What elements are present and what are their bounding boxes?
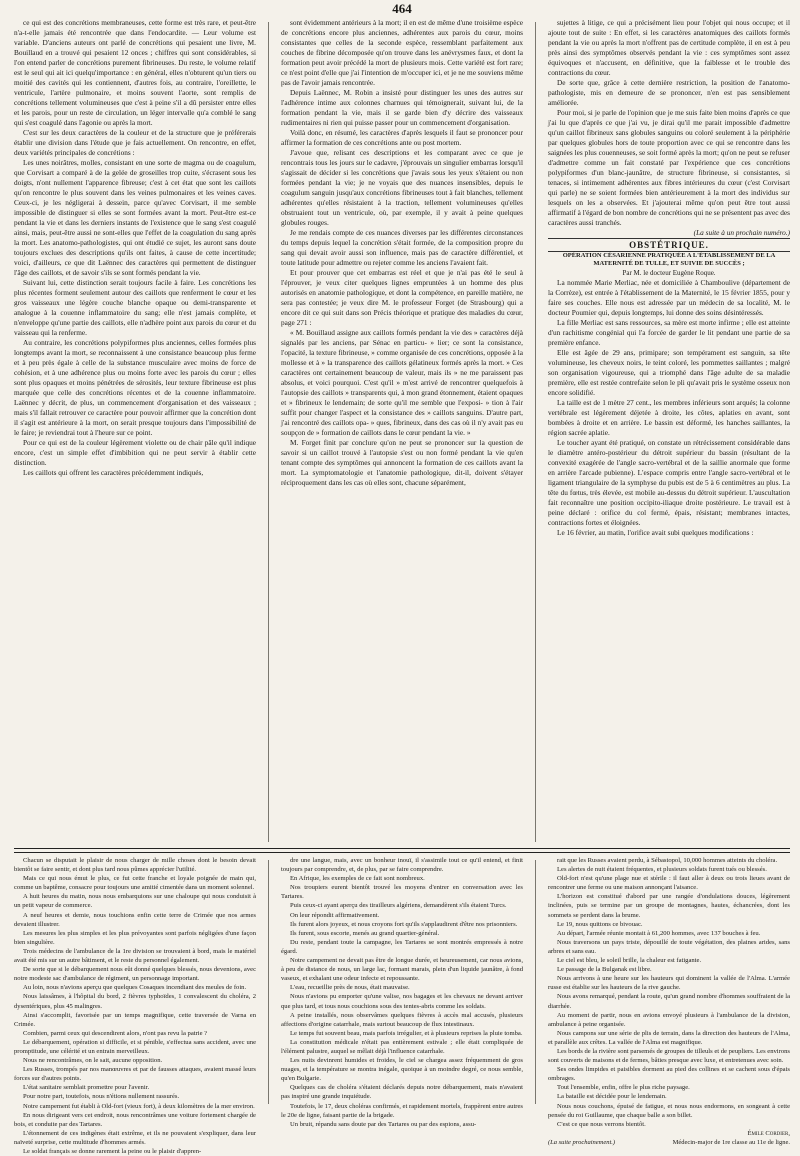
paragraph: Et pour prouver que cet embarras est réel et que je n'ai pas été le seul à l'éprouver, je veux citer quelques lignes empruntées à un homme des plus autorisés en anatomie pathologique, et dont la compétence, en pareille matière, ne sera pas contestée; je veux dire M. le professeur Forget (de Strasbourg) qui a encore dit ce qui suit dans son Précis théorique et pratique des maladies du cœur, page 271 : [281,268,523,327]
paragraph: Le 19, nous quittons ce bivouac. [557,920,643,928]
paragraph: ce qui est des concrétions membraneuses, cette forme est très rare, et peut-être n'a-t-elle jamais été rencontrée que dans l'endocardite. — Leur volume est variable. D'anciens auteurs ont parlé de concrétions qui pesaient une livre, M. Bouillaud en a trouvé qui pesaient 12 onces ; chiffres qui sont considérables, si l'on entend parler de concrétions purement fibrineuses. Du reste, le volume relatif est le seul qui ait ici quelqu'importance : en général, elles n'obturent qu'un tiers ou moitié des cavités qui les contiennent, d'autres fois, au contraire, l'oreillette, le ventricule, l'artère pulmonaire, et moins souvent l'aorte, sont remplis de concrétions tellement volumineuses que c'est à peine s'il a dû persister entre elles et les parois, pour un reste de circulation, un léger intervalle qu'a comblé le sang qui s'est coagulé dans l'agonie ou après la mort. [14,18,256,127]
paragraph: Les alertes de nuit étaient fréquentes, et plusieurs soldats furent tués ou blessés. [557,866,767,874]
paragraph: M. Forget finit par conclure qu'on ne peut se prononcer sur la question de savoir si un caillot trouvé à l'autopsie s'est ou non formé pendant la vie qu'en tenant compte des symptômes qui annoncent la formation de ces caillots avant la mort. La symptomatologie et l'anatomie pathologique, dit-il, doivent s'étayer réciproquement dans les cas où elles sont, chacune séparément, [281,438,523,487]
paragraph: Le soldat français se donne rarement la peine ou le plaisir d'appren- [23,1148,202,1155]
upper-column-2 [281,18,523,846]
paragraph: Puis ceux-ci ayant aperçu des tirailleurs algériens, demandèrent s'ils étaient Turcs. [290,902,507,910]
paragraph: Pour moi, si je parle de l'opinion que je me suis faite bien moins d'après ce que j'ai lu que d'après ce que j'ai vu, je dirai qu'il me parait impossible d'admettre qu'un caillot fibrineux sans globules sanguins ou coloré seulement à la périphérie par quelques globules hors de toute proportion avec ce qui se rencontre dans les saignées les plus couenneuses, se soit formé après la mort; qu'on ne peut se refuser d'admettre comme un fait constaté par l'expérience que ces concrétions polypiformes d'un blanc-jaunâtre, de structure fibrineuse, si consistantes, si tenaces, si intimement adhérentes aux fibres intérieures du cœur (c'est Corvisart qui parle) ne se soient formées bien antérieurement à la mort des individus sur lesquels on les a observées. Et j'ajouterai même qu'on peut être tout aussi affirmatif à l'égard de bon nombre de concrétions qui ne se présentent pas avec des caractères aussi tranchés. [548,108,790,227]
upper-column-3 [548,18,790,846]
paragraph: L'eau, recueillie près de nous, était mauvaise. [290,984,410,992]
paragraph: Quelques cas de choléra s'étaient déclarés depuis notre débarquement, mais n'avaient pas inspiré une grande inquiétude. [281,1084,523,1101]
column-separator [535,860,536,1104]
lower-article-columns [14,856,790,1155]
paragraph: Notre campement ne devait pas être de longue durée, et heureusement, car nous avions, à peu de distance de nous, un large lac, formant marais, plein d'un liquide jaunâtre, à fond vaseux, et exhalant une odeur infecte et repoussante. [281,957,523,983]
paragraph: La taille est de 1 mètre 27 cent., les membres inférieurs sont arqués; la colonne vertébrale est légèrement déjetée à droite, les côtes, aplaties en avant, sont bombées à droite et en arrière. Le bassin est déformé, les hanches saillantes, la région sacrée aplatie. [548,398,790,437]
paragraph: En Afrique, les exemples de ce fait sont nombreux. [290,875,425,883]
paragraph: La bataille est décidée pour le lendemain. [557,1093,667,1101]
paragraph: C'est sur les deux caractères de la couleur et de la structure que je préférerais établir une division dans l'étude que je fais actuellement. On rencontre, en effet, deux variétés principales de concrétions : [14,128,256,157]
paragraph: De sorte que, grâce à cette dernière restriction, la position de l'anatomo-pathologiste, mis en demeure de se prononcer, n'en est pas sensiblement améliorée. [548,78,790,107]
paragraph: A peine installés, nous observâmes quelques fièvres à accès mal accusés, plusieurs affections d'origine catarrhale, mais surtout beaucoup de flux intestinaux. [281,1011,523,1028]
paragraph: Nous arrivons à une heure sur les hauteurs qui dominent la vallée de l'Alma. L'armée russe est établie sur les hauteurs de la rive gauche. [548,975,790,992]
paragraph: Nous campons sur une série de plis de terrain, dans la direction des hauteurs de l'Alma, et parallèle aux crêtes. La vallée de l'Alma est magnifique. [548,1029,790,1046]
paragraph: La fille Merliac est sans ressources, sa mère est morte infirme ; elle est atteinte d'un rachitisme congénial qui l'a forcée de garder le lit pendant une partie de sa première enfance. [548,318,790,347]
paragraph: Trois médecins de l'ambulance de la 1re division se trouvaient à bord, mais le matériel avait été mis sur un autre bâtiment, et le reste du personnel également. [14,947,256,965]
paragraph: Tout l'ensemble, enfin, offre le plus riche paysage. [557,1084,690,1092]
continued-note: (La suite à un prochain numéro.) [693,228,790,237]
paragraph: Au moment de partir, nous en avions envoyé plusieurs à l'ambulance de la division, ambulance à peine organisée. [548,1011,790,1028]
paragraph: Ils furent alors joyeux, et nous croyons fort qu'ils s'applaudirent d'être nos prisonniers. [290,920,518,928]
paragraph: Nous ne rencontrâmes, on le sait, aucune opposition. [23,1057,163,1065]
paragraph: Nous avons remarqué, pendant la route, qu'un grand nombre d'hommes souffraient de la diarrhée. [548,993,790,1010]
paragraph: Suivant lui, cette distinction serait toujours facile à faire. Les concrétions les plus récentes forment seulement autour des caillots que renferment le cœur et les gros vaisseaux une légère couche blanche opaque ou demi-transparente et analogue à la couenne inflammatoire du sang; elle n'est jamais complète, et n'enveloppe qu'une partie des caillots, elle n'adhère point aux parois du cœur et du vaisseau qui la renferme. [14,278,256,337]
article-byline: Par M. le docteur Eugène Roque. [622,269,716,277]
paragraph: Le toucher ayant été pratiqué, on constate un rétrécissement considérable dans le diamètre antéro-postérieur du détroit supérieur du bassin (résultant de la convexité exagérée de l'angle sacro-vertébral et de la saillie anormale que forme en arrière l'arcade pubienne). L'espace compris entre l'angle sacro-vertébral et le ligament triangulaire de la symphyse du pubis est de 5 à 6 centimètres au plus. La tête du fœtus, très élevée, est mobile au-dessus du détroit supérieur. L'auscultation fait reconnaître une position occipito-iliaque droite postérieure. Le travail est à peine déclaré : orifice du col fermé, épais, résistant; membranes intactes, contractions fortes et éloignées. [548,438,790,527]
continued-later-note: (La suite prochainement.) [548,1138,616,1146]
paragraph: Au contraire, les concrétions polypiformes plus anciennes, celles formées plus longtemps avant la mort, se reconnaissent à une consistance beaucoup plus ferme et à peu près égale à celle de la substance musculaire avec moins de force de cohésion, et à une adhérence plus ou moins forte avec les parois du cœur ; elles sont plus opaques et moins pénétrées de sérosités, leur texture fibrineuse est plus marquée que celle des concrétions récentes et de la couenne inflammatoire. Laënnec y décrit, de plus, un commencement d'organisation et des vaisseaux ; mais s'il fallait retrouver ce caractère pour pouvoir affirmer que la concrétion dont il s'agit est antérieure à la mort, on serait presque toujours dans l'impossibilité de le faire; je reviendrai tout à l'heure sur ce point. [14,338,256,437]
paragraph: Nous traversons un pays triste, dépouillé de toute végétation, des plaines arides, sans arbres et sans eau. [548,938,790,955]
paragraph: Le temps fut souvent beau, mais parfois irrégulier, et à plusieurs reprises la pluie tomba. [290,1029,523,1037]
paragraph: Au départ, l'armée réunie montait à 61,200 hommes, avec 137 bouches à feu. [557,929,761,937]
paragraph: Les unes noirâtres, molles, consistant en une sorte de magma ou de coagulum, que Corvisart a comparé à de la gelée de groseilles trop cuite, s'écrasent sous les doigts, n'ont nullement l'apparence fibreuse; c'est à cet état que sont les caillots qu'on rencontre le plus souvent dans les veines pulmonaires et les veines caves. Ceux-ci, je les négligerai à dessein, parce qu'avec Corvisart, il me semble impossible de distinguer si elles se sont formées avant la mort. Peut-être est-ce pendant la vie et dans les derniers instants de l'existence que le sang s'est coagulé ainsi, mais, peut-être aussi ne sont-elles que l'effet de la coagulation du sang après la mort. Les anatomo-pathologistes, qui ont étudié ce sujet, les auront sans doute toujours exclues des descriptions qu'ils ont faites, à cause de cette incertitude; voici, d'ailleurs, ce que dit Laënnec des caractères qui permettent de distinguer l'âge des caillots, et de savoir s'ils se sont formés pendant la vie. [14,158,256,277]
paragraph: A neuf heures et demie, nous touchions enfin cette terre de Crimée que nos armes devaient illustrer. [14,911,256,928]
paragraph: Les bords de la rivière sont parsemés de groupes de tilleuls et de peupliers. Les environs sont couverts de maisons et de fermes, bâties presque avec luxe, et entretenues avec soin. [548,1047,790,1065]
paragraph: Nous n'avions pu emporter qu'une valise, nos bagages et les chevaux ne devant arriver que plus tard, et tous nous couchions sous des tentes-abris comme les soldats. [281,993,523,1010]
paragraph: Au loin, nous n'avions aperçu que quelques Cosaques incendiant des meules de foin. [23,984,247,992]
paragraph: Mais ce qui nous émut le plus, ce fut cette franche et loyale poignée de main qui, comme un baptême, consacre pour toujours une amitié cimentée dans un moment solennel. [14,875,256,892]
paragraph: Le passage de la Bulganak est libre. [557,966,652,974]
paragraph: Du reste, pendant toute la campagne, les Tartares se sont montrés empressés à notre égard. [281,938,523,955]
lower-column-2 [281,856,523,1128]
lower-column-3 [548,856,790,1146]
paragraph: L'étonnement de ces indigènes était extrême, et ils ne pouvaient s'expliquer, dans leur naïveté surprise, cette multitude d'hommes armés. [14,1129,256,1146]
paragraph: Ainsi s'accomplit, favorisée par un temps magnifique, cette traversée de Varna en Crimée. [14,1011,256,1028]
section-title: OBSTÉTRIQUE. [548,238,790,252]
paragraph: Depuis Laënnec, M. Robin a insisté pour distinguer les unes des autres sur l'adhérence intime aux colonnes charnues qui témoignerait, suivant lui, de la formation pendant la vie, mais il se garde bien d'y décrire des vaisseaux rudimentaires ni rien qui puisse passer pour un commencement d'organisation. [281,88,523,127]
paragraph: Le 16 février, au matin, l'orifice avait subi quelques modifications : [557,528,754,537]
paragraph: Pour notre part, toutefois, nous n'étions nullement rassurés. [23,1093,180,1101]
crimea-article-end [548,856,790,1129]
paragraph: sujettes à litige, ce qui a précisément lieu pour l'objet qui nous occupe; et il ajoute tout de suite : En effet, si les caractères anatomiques des caillots formés pendant la vie ou après la mort n'offrent pas de certitude complète, il en est à peu près ainsi des symptômes observés pendant la vie : ces symptômes sont assez équivoques et n'accusent, en définitive, que la faiblesse et le trouble des contractions du cœur. [548,18,790,77]
upper-article-columns [14,18,790,846]
paragraph: « M. Bouillaud assigne aux caillots formés pendant la vie des » caractères déjà signalés par les anciens, par Sénac en particu- » lier; ce sont la consistance, l'opacité, la texture fibrineuse, » comme organisée de ces concrétions, opposée à la mollesse et à » la transparence des caillots gélatineux formés après la mort. » Ces caractères ont certainement beaucoup de valeur, mais ils » ne me paraissent pas absolus, et voici pourquoi. C'est qu'il » m'est arrivé de rencontrer quelquefois à l'autopsie des caillots » transparents qui, à mon grand étonnement, étaient opaques et » fibrineux le lendemain; de sorte qu'il me semble que l'exposi- » tion à l'air suffit pour changer l'aspect et la consistance des » caillots sanguins. D'autre part, j'ai rencontré des caillots opa- » ques, fibrineux, dans des cas où il n'y avait pas eu soupçon de » formation de caillots dans le cœur pendant la vie. » [281,328,523,437]
paragraph: L'horizon est constitué d'abord par une rangée d'ondulations douces, légèrement inclinées, puis se termine par un groupe de montagnes, hautes, échancrées, dont les sommets se perdent dans la brume. [548,893,790,919]
paragraph: Notre campement fut établi à Old-fort (vieux fort), à deux kilomètres de la mer environ. [23,1102,255,1110]
cesarean-article-body [548,278,790,538]
paragraph: Old-fort n'est qu'une plage nue et stérile : il faut aller à deux ou trois lieues avant de rencontrer une ferme ou une maison annonçant l'aisance. [548,875,790,892]
author-name: Émile Cordier, [747,1129,790,1137]
paragraph: La nommée Marie Merliac, née et domiciliée à Chamboulive (département de la Corrèze), est entrée à l'établissement de la Maternité, le 15 février 1855, pour y faire ses couches. Elle nous est adressée par un médecin de sa localité, M. le docteur Poumier qui, depuis longtemps, lui donne des soins désintéressés. [548,278,790,317]
signature-line [548,1138,790,1147]
paragraph: La constitution médicale n'était pas entièrement estivale ; elle était compliquée de l'élément palustre, auquel se mêlait déjà l'influence catarrhale. [281,1038,523,1055]
paragraph: Un bruit, répandu sans doute par des Tartares ou par des espions, assu- [290,1120,477,1128]
paragraph: Nos troupiers eurent bientôt trouvé les moyens d'entrer en conversation avec les Tartares. [281,884,523,901]
section-divider [14,848,790,853]
paragraph: En nous dirigeant vers cet endroit, nous rencontrâmes une voiture fortement chargée de bois, et conduite par des Tartares. [14,1111,256,1128]
paragraph: Ses ondes limpides et paisibles dorment au pied des collines et se cachent sous d'épais ombrages. [548,1066,790,1083]
paragraph: Toutefois, le 17, deux choléras confirmés, et rapidement mortels, frappèrent entre autres le 20e de ligne, faisant partie de la brigade. [281,1102,523,1119]
paragraph: Ils furent, sous escorte, menés au grand quartier-général. [290,929,440,937]
upper-column-1 [14,18,256,846]
paragraph: dre une langue, mais, avec un bonheur inouï, il s'assimile tout ce qu'il entend, et finit toujours par comprendre, et, de plus, par se faire comprendre. [281,857,523,874]
paragraph: Les Russes, trompés par nos manœuvres et par de fausses attaques, avaient massé leurs forces sur d'autres points. [14,1066,256,1083]
paragraph: De sorte que si le débarquement nous eût donné quelques blessés, nous devenions, avec notre modeste sac d'ambulance de régiment, un personnage important. [14,966,256,983]
paragraph: L'état sanitaire semblait promettre pour l'avenir. [23,1084,150,1092]
column-separator [535,22,536,842]
paragraph: Voilà donc, en résumé, les caractères d'après lesquels il faut se prononcer pour affirmer la formation de ces concrétions ante ou post mortem. [281,128,523,147]
article-title: OPÉRATION CÉSARIENNE PRATIQUÉE A L'ÉTABLISSEMENT DE LA MATERNITÉ DE TULLE, ET SUIVIE DE SUCCÈS ; [562,252,776,267]
author-title: Médecin-major de 1re classe au 11e de ligne. [672,1138,790,1146]
lower-column-1 [14,856,256,1155]
paragraph: A huit heures du matin, nous nous embarquions sur une chaloupe qui nous conduisit à un petit vapeur de commerce. [14,893,256,910]
paragraph: On leur répondit affirmativement. [290,911,380,919]
paragraph: Pour ce qui est de la couleur légèrement violette ou de chair pâle qu'il indique encore, c'est un simple effet d'imbibition qui ne peut servir à établir cette distinction. [14,438,256,467]
paragraph: Le ciel est bleu, le soleil brille, la chaleur est fatigante. [557,957,702,965]
column-separator [268,860,269,1104]
paragraph: Chacun se disputait le plaisir de nous charger de mille choses dont le besoin devait bientôt se faire sentir, et dont plus tard nous pûmes apprécier l'utilité. [14,857,256,874]
page-number: 464 [392,1,412,16]
paragraph: Elle est âgée de 29 ans, primipare; son tempérament est sanguin, sa tête volumineuse, les cheveux noirs, le teint coloré, les pommettes saillantes ; malgré son organisation vigoureuse, qui a triomphé dans l'âge adulte de sa maladie première, elle est restée contrefaite selon le pli qu'avait pris le système osseux non encore solidifié. [548,348,790,397]
paragraph: J'avoue que, relisant ces descriptions et les comparant avec ce que je rencontrais tous les jours sur le cadavre, j'éprouvais un singulier embarras lorsqu'il s'agissait de décider si les concrétions que j'avais sous les yeux s'étaient ou non formées pendant la vie; je ne voyais que des nuances insensibles, depuis le coagulum sanguin jusqu'aux concrétions fibrineuses tout à fait blanches, tellement adhérentes qu'elles résistaient à la traction, tellement volumineuses qu'elles obstruaient tout un ventricule, où, par exemple, il y avait à peine quelques globules rouges. [281,148,523,227]
paragraph: Les caillots qui offrent les caractères précédemment indiqués, [23,468,204,477]
paragraph: Combien, parmi ceux qui descendirent alors, n'ont pas revu la patrie ? [23,1029,208,1037]
paragraph: Les nuits devinrent humides et froides, le ciel se chargea assez fréquemment de gros nuages, et la température se montra inégale, quoique à un moindre degré, ce nous semble, qu'en Bulgarie. [281,1057,523,1083]
column-separator [268,22,269,842]
concretion-article-end [548,18,790,228]
paragraph: Nous nous couchons, épuisé de fatigue, et nous nous endormons, en songeant à cette pensée du roi Guillaume, que chaque balle a son billet. [548,1102,790,1119]
paragraph: Je me rendais compte de ces nuances diverses par les différentes circonstances du temps depuis lequel la concrétion s'était formée, de la composition propre du sang qui devait avoir aussi son influence, mais pas de caractère différentiel, et toute latitude pour admettre ou rejeter comme les anciens l'avaient fait. [281,228,523,267]
paragraph: Le débarquement, opération si difficile, et si pénible, s'effectua sans accident, avec une promptitude, une célérité et un entrain merveilleux. [14,1038,256,1055]
paragraph: Nous laissâmes, à l'hôpital du bord, 2 fièvres typhoïdes, 1 convalescent du choléra, 2 dysentériques, plus 45 malingres. [14,993,256,1010]
paragraph: Les mesures les plus simples et les plus prévoyantes sont parfois négligées d'une façon bien singulière. [14,929,256,946]
paragraph: sont évidemment antérieurs à la mort; il en est de même d'une troisième espèce de concrétions encore plus anciennes, adhérentes aux parois du cœur, moins consistantes que celles de la seconde espèce, ressemblant parfaitement aux couches de fibrine décomposée qu'on trouve dans les anévrysmes faux, et dont la formation peut avoir précédé la mort de plusieurs mois. Cette variété est fort rare; ce n'est point d'elle que j'ai l'intention de m'occuper ici, et je ne me souviens même pas de l'avoir jamais rencontrée. [281,18,523,87]
paragraph: rait que les Russes avaient perdu, à Sébastopol, 10,000 hommes atteints du choléra. [557,857,778,864]
paragraph: C'est ce que nous verrons bientôt. [557,1120,646,1128]
